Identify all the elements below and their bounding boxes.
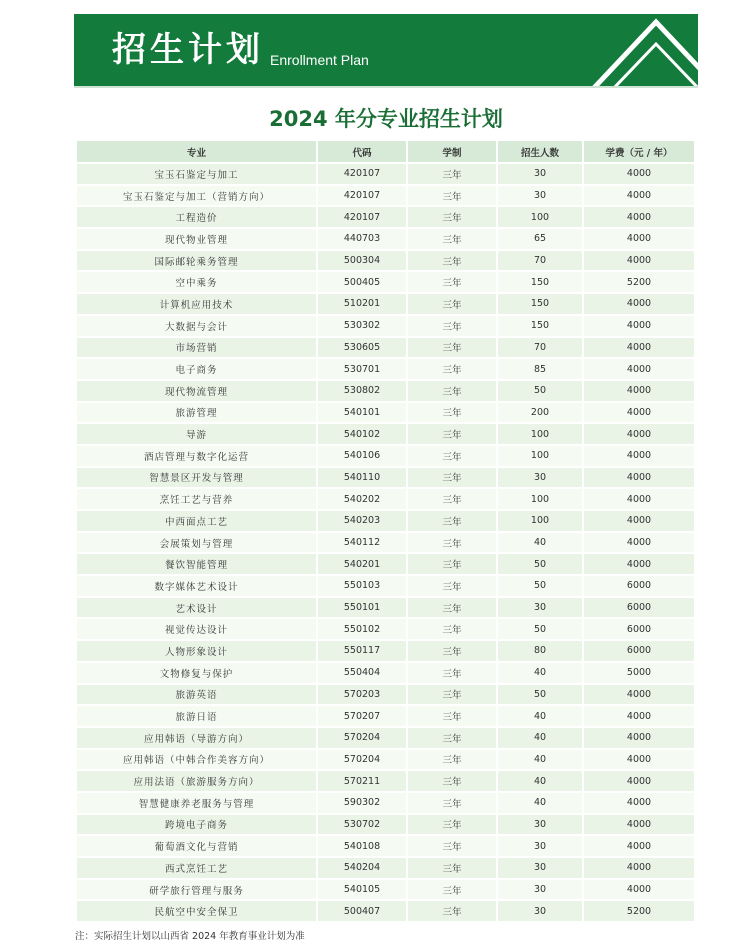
major-cell: 研学旅行管理与服务 bbox=[77, 879, 317, 901]
code-cell: 550103 bbox=[317, 575, 407, 597]
duration-cell: 三年 bbox=[407, 402, 497, 424]
major-cell: 西式烹饪工艺 bbox=[77, 857, 317, 879]
code-cell: 550102 bbox=[317, 618, 407, 640]
table-row bbox=[77, 879, 695, 901]
quota-cell: 100 bbox=[497, 445, 583, 467]
tuition-cell: 6000 bbox=[583, 618, 695, 640]
table-row bbox=[77, 445, 695, 467]
major-cell: 中西面点工艺 bbox=[77, 510, 317, 532]
code-cell: 540204 bbox=[317, 857, 407, 879]
tuition-cell: 4000 bbox=[583, 857, 695, 879]
table-row bbox=[77, 228, 695, 250]
duration-cell: 三年 bbox=[407, 271, 497, 293]
duration-cell: 三年 bbox=[407, 640, 497, 662]
tuition-cell: 5000 bbox=[583, 662, 695, 684]
table-row bbox=[77, 684, 695, 706]
code-cell: 540102 bbox=[317, 423, 407, 445]
code-cell: 540108 bbox=[317, 835, 407, 857]
duration-cell: 三年 bbox=[407, 575, 497, 597]
code-cell: 530701 bbox=[317, 358, 407, 380]
duration-cell: 三年 bbox=[407, 662, 497, 684]
code-cell: 540101 bbox=[317, 402, 407, 424]
table-row bbox=[77, 640, 695, 662]
table-row bbox=[77, 749, 695, 771]
quota-cell: 70 bbox=[497, 250, 583, 272]
quota-cell: 50 bbox=[497, 380, 583, 402]
quota-cell: 40 bbox=[497, 532, 583, 554]
footnote: 注：实际招生计划以山西省 2024 年教育事业计划为准 bbox=[75, 931, 305, 942]
major-cell: 现代物业管理 bbox=[77, 228, 317, 250]
duration-cell: 三年 bbox=[407, 835, 497, 857]
table-row bbox=[77, 185, 695, 207]
major-cell: 电子商务 bbox=[77, 358, 317, 380]
code-cell: 540106 bbox=[317, 445, 407, 467]
duration-cell: 三年 bbox=[407, 532, 497, 554]
duration-cell: 三年 bbox=[407, 900, 497, 922]
tuition-cell: 4000 bbox=[583, 293, 695, 315]
table-row bbox=[77, 510, 695, 532]
enrollment-table bbox=[77, 141, 696, 923]
tuition-cell: 4000 bbox=[583, 879, 695, 901]
column-header-major: 专业 bbox=[77, 141, 317, 163]
quota-cell: 200 bbox=[497, 402, 583, 424]
table-row bbox=[77, 250, 695, 272]
table-row bbox=[77, 857, 695, 879]
column-header-code: 代码 bbox=[317, 141, 407, 163]
tuition-cell: 6000 bbox=[583, 575, 695, 597]
tuition-cell: 5200 bbox=[583, 900, 695, 922]
table-row bbox=[77, 293, 695, 315]
quota-cell: 70 bbox=[497, 337, 583, 359]
tuition-cell: 4000 bbox=[583, 358, 695, 380]
major-cell: 旅游管理 bbox=[77, 402, 317, 424]
banner-subtitle: Enrollment Plan bbox=[270, 52, 369, 68]
duration-cell: 三年 bbox=[407, 228, 497, 250]
table-row bbox=[77, 315, 695, 337]
duration-cell: 三年 bbox=[407, 337, 497, 359]
table-row bbox=[77, 380, 695, 402]
code-cell: 530802 bbox=[317, 380, 407, 402]
tuition-cell: 4000 bbox=[583, 185, 695, 207]
major-cell: 人物形象设计 bbox=[77, 640, 317, 662]
major-cell: 智慧健康养老服务与管理 bbox=[77, 792, 317, 814]
quota-cell: 30 bbox=[497, 857, 583, 879]
major-cell: 空中乘务 bbox=[77, 271, 317, 293]
code-cell: 540105 bbox=[317, 879, 407, 901]
code-cell: 540110 bbox=[317, 467, 407, 489]
tuition-cell: 4000 bbox=[583, 315, 695, 337]
duration-cell: 三年 bbox=[407, 423, 497, 445]
table-row bbox=[77, 814, 695, 836]
duration-cell: 三年 bbox=[407, 358, 497, 380]
major-cell: 烹饪工艺与营养 bbox=[77, 488, 317, 510]
major-cell: 市场营销 bbox=[77, 337, 317, 359]
table-row bbox=[77, 597, 695, 619]
major-cell: 计算机应用技术 bbox=[77, 293, 317, 315]
table-row bbox=[77, 770, 695, 792]
tuition-cell: 4000 bbox=[583, 770, 695, 792]
quota-cell: 150 bbox=[497, 271, 583, 293]
code-cell: 570203 bbox=[317, 684, 407, 706]
duration-cell: 三年 bbox=[407, 770, 497, 792]
duration-cell: 三年 bbox=[407, 206, 497, 228]
tuition-cell: 4000 bbox=[583, 163, 695, 185]
quota-cell: 30 bbox=[497, 185, 583, 207]
duration-cell: 三年 bbox=[407, 727, 497, 749]
table-row bbox=[77, 900, 695, 922]
tuition-cell: 4000 bbox=[583, 206, 695, 228]
quota-cell: 40 bbox=[497, 705, 583, 727]
code-cell: 570211 bbox=[317, 770, 407, 792]
code-cell: 530702 bbox=[317, 814, 407, 836]
duration-cell: 三年 bbox=[407, 488, 497, 510]
major-cell: 跨境电子商务 bbox=[77, 814, 317, 836]
table-row bbox=[77, 835, 695, 857]
header-divider bbox=[74, 86, 698, 88]
code-cell: 420107 bbox=[317, 206, 407, 228]
major-cell: 餐饮智能管理 bbox=[77, 553, 317, 575]
code-cell: 530302 bbox=[317, 315, 407, 337]
tuition-cell: 4000 bbox=[583, 727, 695, 749]
table-row bbox=[77, 532, 695, 554]
tuition-cell: 4000 bbox=[583, 250, 695, 272]
quota-cell: 40 bbox=[497, 792, 583, 814]
major-cell: 旅游日语 bbox=[77, 705, 317, 727]
duration-cell: 三年 bbox=[407, 467, 497, 489]
code-cell: 500304 bbox=[317, 250, 407, 272]
quota-cell: 150 bbox=[497, 315, 583, 337]
duration-cell: 三年 bbox=[407, 185, 497, 207]
column-header-duration: 学制 bbox=[407, 141, 497, 163]
code-cell: 570204 bbox=[317, 749, 407, 771]
quota-cell: 30 bbox=[497, 163, 583, 185]
table-row bbox=[77, 358, 695, 380]
tuition-cell: 4000 bbox=[583, 835, 695, 857]
code-cell: 540201 bbox=[317, 553, 407, 575]
table-row bbox=[77, 575, 695, 597]
duration-cell: 三年 bbox=[407, 814, 497, 836]
table-row bbox=[77, 488, 695, 510]
tuition-cell: 4000 bbox=[583, 445, 695, 467]
code-cell: 550404 bbox=[317, 662, 407, 684]
code-cell: 540203 bbox=[317, 510, 407, 532]
major-cell: 工程造价 bbox=[77, 206, 317, 228]
major-cell: 现代物流管理 bbox=[77, 380, 317, 402]
table-row bbox=[77, 553, 695, 575]
code-cell: 510201 bbox=[317, 293, 407, 315]
quota-cell: 65 bbox=[497, 228, 583, 250]
table-header-row bbox=[77, 141, 695, 163]
code-cell: 500407 bbox=[317, 900, 407, 922]
table-row bbox=[77, 727, 695, 749]
table-row bbox=[77, 271, 695, 293]
code-cell: 420107 bbox=[317, 163, 407, 185]
major-cell: 文物修复与保护 bbox=[77, 662, 317, 684]
major-cell: 应用法语（旅游服务方向） bbox=[77, 770, 317, 792]
major-cell: 智慧景区开发与管理 bbox=[77, 467, 317, 489]
quota-cell: 30 bbox=[497, 467, 583, 489]
quota-cell: 50 bbox=[497, 618, 583, 640]
quota-cell: 80 bbox=[497, 640, 583, 662]
duration-cell: 三年 bbox=[407, 684, 497, 706]
quota-cell: 30 bbox=[497, 835, 583, 857]
duration-cell: 三年 bbox=[407, 792, 497, 814]
code-cell: 550101 bbox=[317, 597, 407, 619]
table-row bbox=[77, 163, 695, 185]
tuition-cell: 4000 bbox=[583, 705, 695, 727]
tuition-cell: 4000 bbox=[583, 488, 695, 510]
table-row bbox=[77, 467, 695, 489]
quota-cell: 85 bbox=[497, 358, 583, 380]
table-row bbox=[77, 423, 695, 445]
column-header-tuition: 学费（元 / 年） bbox=[583, 141, 695, 163]
code-cell: 420107 bbox=[317, 185, 407, 207]
tuition-cell: 4000 bbox=[583, 402, 695, 424]
table-row bbox=[77, 792, 695, 814]
tuition-cell: 4000 bbox=[583, 337, 695, 359]
tuition-cell: 4000 bbox=[583, 228, 695, 250]
tuition-cell: 4000 bbox=[583, 684, 695, 706]
code-cell: 550117 bbox=[317, 640, 407, 662]
table-row bbox=[77, 402, 695, 424]
quota-cell: 100 bbox=[497, 206, 583, 228]
duration-cell: 三年 bbox=[407, 879, 497, 901]
quota-cell: 100 bbox=[497, 510, 583, 532]
tuition-cell: 4000 bbox=[583, 532, 695, 554]
tuition-cell: 5200 bbox=[583, 271, 695, 293]
table-body bbox=[77, 163, 695, 922]
code-cell: 540202 bbox=[317, 488, 407, 510]
duration-cell: 三年 bbox=[407, 597, 497, 619]
table-row bbox=[77, 618, 695, 640]
banner-title: 招生计划 bbox=[112, 30, 264, 70]
tuition-cell: 4000 bbox=[583, 792, 695, 814]
tuition-cell: 4000 bbox=[583, 814, 695, 836]
duration-cell: 三年 bbox=[407, 857, 497, 879]
quota-cell: 40 bbox=[497, 749, 583, 771]
major-cell: 酒店管理与数字化运营 bbox=[77, 445, 317, 467]
column-header-quota: 招生人数 bbox=[497, 141, 583, 163]
table-row bbox=[77, 705, 695, 727]
code-cell: 440703 bbox=[317, 228, 407, 250]
duration-cell: 三年 bbox=[407, 705, 497, 727]
table-row bbox=[77, 337, 695, 359]
major-cell: 应用韩语（导游方向） bbox=[77, 727, 317, 749]
quota-cell: 100 bbox=[497, 423, 583, 445]
quota-cell: 150 bbox=[497, 293, 583, 315]
major-cell: 宝玉石鉴定与加工 bbox=[77, 163, 317, 185]
duration-cell: 三年 bbox=[407, 510, 497, 532]
duration-cell: 三年 bbox=[407, 315, 497, 337]
major-cell: 葡萄酒文化与营销 bbox=[77, 835, 317, 857]
major-cell: 应用韩语（中韩合作美容方向） bbox=[77, 749, 317, 771]
quota-cell: 30 bbox=[497, 900, 583, 922]
quota-cell: 100 bbox=[497, 488, 583, 510]
quota-cell: 40 bbox=[497, 662, 583, 684]
major-cell: 民航空中安全保卫 bbox=[77, 900, 317, 922]
major-cell: 艺术设计 bbox=[77, 597, 317, 619]
tuition-cell: 6000 bbox=[583, 640, 695, 662]
duration-cell: 三年 bbox=[407, 163, 497, 185]
major-cell: 宝玉石鉴定与加工（营销方向） bbox=[77, 185, 317, 207]
tuition-cell: 4000 bbox=[583, 553, 695, 575]
quota-cell: 50 bbox=[497, 553, 583, 575]
code-cell: 590302 bbox=[317, 792, 407, 814]
tuition-cell: 4000 bbox=[583, 510, 695, 532]
code-cell: 500405 bbox=[317, 271, 407, 293]
table-row bbox=[77, 662, 695, 684]
major-cell: 数字媒体艺术设计 bbox=[77, 575, 317, 597]
roof-chevron-icon bbox=[578, 14, 698, 86]
duration-cell: 三年 bbox=[407, 445, 497, 467]
duration-cell: 三年 bbox=[407, 293, 497, 315]
code-cell: 570207 bbox=[317, 705, 407, 727]
duration-cell: 三年 bbox=[407, 380, 497, 402]
major-cell: 会展策划与管理 bbox=[77, 532, 317, 554]
tuition-cell: 4000 bbox=[583, 749, 695, 771]
table-row bbox=[77, 206, 695, 228]
major-cell: 大数据与会计 bbox=[77, 315, 317, 337]
major-cell: 国际邮轮乘务管理 bbox=[77, 250, 317, 272]
quota-cell: 30 bbox=[497, 814, 583, 836]
duration-cell: 三年 bbox=[407, 618, 497, 640]
quota-cell: 30 bbox=[497, 879, 583, 901]
quota-cell: 50 bbox=[497, 684, 583, 706]
duration-cell: 三年 bbox=[407, 250, 497, 272]
duration-cell: 三年 bbox=[407, 749, 497, 771]
major-cell: 导游 bbox=[77, 423, 317, 445]
tuition-cell: 4000 bbox=[583, 423, 695, 445]
quota-cell: 50 bbox=[497, 575, 583, 597]
header-banner bbox=[74, 14, 698, 86]
tuition-cell: 6000 bbox=[583, 597, 695, 619]
code-cell: 530605 bbox=[317, 337, 407, 359]
tuition-cell: 4000 bbox=[583, 380, 695, 402]
quota-cell: 30 bbox=[497, 597, 583, 619]
major-cell: 旅游英语 bbox=[77, 684, 317, 706]
duration-cell: 三年 bbox=[407, 553, 497, 575]
code-cell: 570204 bbox=[317, 727, 407, 749]
major-cell: 视觉传达设计 bbox=[77, 618, 317, 640]
code-cell: 540112 bbox=[317, 532, 407, 554]
tuition-cell: 4000 bbox=[583, 467, 695, 489]
quota-cell: 40 bbox=[497, 727, 583, 749]
quota-cell: 40 bbox=[497, 770, 583, 792]
page-title: 2024 年分专业招生计划 bbox=[269, 107, 503, 131]
